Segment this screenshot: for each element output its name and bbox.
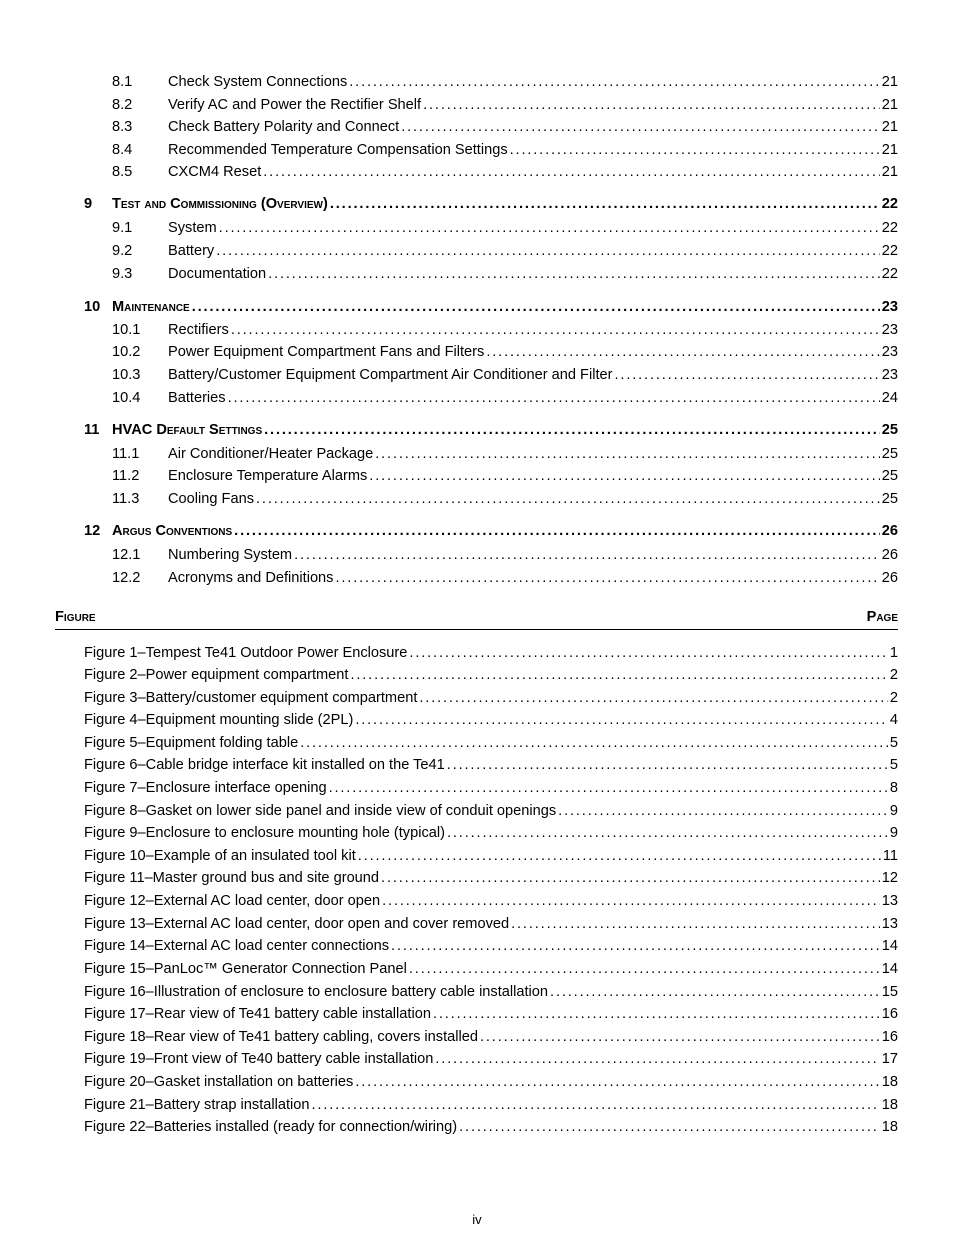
- dot-leader: [294, 546, 880, 564]
- toc-entry-page: 25: [881, 491, 898, 507]
- toc-entry-title: Recommended Temperature Compensation Settings: [168, 142, 508, 158]
- dot-leader: [382, 892, 880, 910]
- dot-leader: [219, 219, 880, 237]
- toc-section-page: 25: [881, 422, 898, 438]
- figure-entry-18[interactable]: [84, 1028, 898, 1046]
- toc-entry-title: Battery: [168, 243, 215, 259]
- dot-leader: [355, 711, 888, 729]
- toc-entry-page: 21: [881, 74, 898, 90]
- dot-leader: [435, 1050, 879, 1068]
- dot-leader: [228, 389, 880, 407]
- dot-leader: [459, 1118, 880, 1136]
- dot-leader: [256, 490, 880, 508]
- dot-leader: [486, 343, 879, 361]
- figure-entry-page: 8: [889, 780, 898, 796]
- toc-entry-8-2[interactable]: [112, 96, 898, 114]
- dot-leader: [433, 1005, 880, 1023]
- dot-leader: [480, 1028, 880, 1046]
- toc-entry-number: 10.2: [112, 344, 141, 360]
- dot-leader: [268, 265, 880, 283]
- figure-entry-page: 12: [881, 870, 898, 886]
- toc-entry-number: 8.5: [112, 164, 133, 180]
- toc-section-title: HVAC Default Settings: [112, 422, 263, 438]
- toc-entry-8-5[interactable]: [112, 163, 898, 181]
- dot-leader: [409, 644, 887, 662]
- figure-entry-3[interactable]: [84, 689, 898, 707]
- figure-entry-title: Figure 15–PanLoc™ Generator Connection Panel: [84, 961, 407, 977]
- dot-leader: [192, 298, 880, 316]
- toc-entry-number: 9.3: [112, 266, 133, 282]
- toc-section-page: 26: [881, 523, 898, 539]
- dot-leader: [264, 421, 880, 439]
- figure-entry-22[interactable]: [84, 1118, 898, 1136]
- figure-entry-title: Figure 17–Rear view of Te41 battery cable installation: [84, 1006, 431, 1022]
- figure-entry-title: Figure 18–Rear view of Te41 battery cabling, covers installed: [84, 1029, 478, 1045]
- dot-leader: [349, 73, 880, 91]
- figure-entry-19[interactable]: [84, 1050, 898, 1068]
- figure-entry-9[interactable]: [84, 824, 898, 842]
- dot-leader: [330, 195, 880, 213]
- figure-entry-title: Figure 22–Batteries installed (ready for connection/wiring): [84, 1119, 458, 1135]
- toc-section-number: 11: [84, 422, 100, 438]
- figure-entry-title: Figure 16–Illustration of enclosure to enclosure battery cable installation: [84, 984, 549, 1000]
- toc-section-9[interactable]: [84, 195, 898, 213]
- figure-entry-title: Figure 7–Enclosure interface opening: [84, 780, 327, 796]
- toc-section-page: 22: [881, 196, 898, 212]
- figure-entry-21[interactable]: [84, 1096, 898, 1114]
- dot-leader: [350, 666, 887, 684]
- toc-entry-page: 21: [881, 164, 898, 180]
- toc-section-title: Test and Commissioning (Overview): [112, 196, 328, 212]
- toc-section-11[interactable]: [84, 421, 898, 439]
- toc-section-title: Argus Conventions: [112, 523, 233, 539]
- toc-entry-number: 9.2: [112, 243, 133, 259]
- toc-entry-12-1[interactable]: [112, 546, 898, 564]
- figure-entry-17[interactable]: [84, 1005, 898, 1023]
- dot-leader: [447, 824, 888, 842]
- toc-entry-page: 23: [881, 322, 898, 338]
- toc-entry-page: 23: [881, 344, 898, 360]
- figure-entry-page: 17: [881, 1051, 898, 1067]
- figure-entry-page: 13: [881, 893, 898, 909]
- figure-entry-title: Figure 6–Cable bridge interface kit installed on the Te41: [84, 757, 445, 773]
- dot-leader: [300, 734, 888, 752]
- toc-entry-title: Check System Connections: [168, 74, 348, 90]
- figure-entry-8[interactable]: [84, 802, 898, 820]
- dot-leader: [216, 242, 880, 260]
- figure-column-heading: Figure: [55, 609, 96, 625]
- toc-section-title: Maintenance: [112, 299, 190, 315]
- toc-entry-page: 21: [881, 119, 898, 135]
- toc-entry-page: 26: [881, 547, 898, 563]
- figure-entry-title: Figure 8–Gasket on lower side panel and inside view of conduit openings: [84, 803, 557, 819]
- toc-entry-11-3[interactable]: [112, 490, 898, 508]
- toc-entry-number: 10.1: [112, 322, 141, 338]
- figure-entry-title: Figure 4–Equipment mounting slide (2PL): [84, 712, 354, 728]
- toc-entry-11-1[interactable]: [112, 445, 898, 463]
- toc-entry-number: 8.4: [112, 142, 133, 158]
- toc-entry-9-3[interactable]: [112, 265, 898, 283]
- toc-entry-page: 25: [881, 446, 898, 462]
- figure-entry-page: 13: [881, 916, 898, 932]
- figure-entry-15[interactable]: [84, 960, 898, 978]
- dot-leader: [423, 96, 880, 114]
- figure-entry-page: 18: [881, 1097, 898, 1113]
- toc-entry-number: 9.1: [112, 220, 133, 236]
- dot-leader: [419, 689, 887, 707]
- dot-leader: [263, 163, 880, 181]
- figure-entry-page: 14: [881, 961, 898, 977]
- figure-entry-14[interactable]: [84, 937, 898, 955]
- toc-entry-page: 22: [881, 220, 898, 236]
- figure-entry-4[interactable]: [84, 711, 898, 729]
- figure-entry-title: Figure 21–Battery strap installation: [84, 1097, 310, 1113]
- figure-list-header: [55, 609, 898, 630]
- toc-entry-9-2[interactable]: [112, 242, 898, 260]
- toc-entry-9-1[interactable]: [112, 219, 898, 237]
- figure-entry-page: 18: [881, 1119, 898, 1135]
- toc-entry-title: Cooling Fans: [168, 491, 254, 507]
- figure-entry-title: Figure 13–External AC load center, door open and cover removed: [84, 916, 510, 932]
- figure-entry-page: 5: [889, 735, 898, 751]
- figure-entry-page: 18: [881, 1074, 898, 1090]
- toc-section-number: 12: [84, 523, 101, 539]
- toc-entry-8-3[interactable]: [112, 118, 898, 136]
- toc-entry-number: 11.2: [112, 468, 140, 484]
- toc-section-number: 9: [84, 196, 93, 212]
- toc-entry-title: Batteries: [168, 390, 226, 406]
- figure-entry-page: 15: [881, 984, 898, 1000]
- toc-section-10[interactable]: [84, 298, 898, 316]
- figure-entry-title: Figure 12–External AC load center, door open: [84, 893, 381, 909]
- figure-entry-title: Figure 5–Equipment folding table: [84, 735, 299, 751]
- toc-entry-title: Enclosure Temperature Alarms: [168, 468, 368, 484]
- figure-entry-page: 14: [881, 938, 898, 954]
- toc-section-12[interactable]: [84, 522, 898, 540]
- dot-leader: [511, 915, 880, 933]
- toc-entry-title: Check Battery Polarity and Connect: [168, 119, 400, 135]
- toc-entry-title: System: [168, 220, 217, 236]
- figure-entry-title: Figure 14–External AC load center connections: [84, 938, 390, 954]
- toc-entry-number: 10.4: [112, 390, 141, 406]
- dot-leader: [615, 366, 880, 384]
- toc-entry-page: 22: [881, 266, 898, 282]
- figure-entry-12[interactable]: [84, 892, 898, 910]
- dot-leader: [401, 118, 880, 136]
- dot-leader: [550, 983, 880, 1001]
- figure-entry-title: Figure 2–Power equipment compartment: [84, 667, 349, 683]
- toc-entry-10-4[interactable]: [112, 389, 898, 407]
- figure-entry-10[interactable]: [84, 847, 898, 865]
- toc-entry-10-3[interactable]: [112, 366, 898, 384]
- toc-entry-12-2[interactable]: [112, 569, 898, 587]
- toc-entry-page: 24: [881, 390, 898, 406]
- dot-leader: [375, 445, 880, 463]
- dot-leader: [510, 141, 880, 159]
- figure-entry-page: 4: [889, 712, 898, 728]
- figure-entry-title: Figure 3–Battery/customer equipment compartment: [84, 690, 418, 706]
- toc-entry-10-2[interactable]: [112, 343, 898, 361]
- figure-entry-title: Figure 19–Front view of Te40 battery cable installation: [84, 1051, 434, 1067]
- page-footer-number: iv: [472, 1212, 482, 1227]
- figure-entry-page: 5: [889, 757, 898, 773]
- page-column-heading: Page: [866, 609, 898, 625]
- toc-entry-number: 8.2: [112, 97, 133, 113]
- toc-entry-title: CXCM4 Reset: [168, 164, 262, 180]
- toc-entry-number: 11.1: [112, 446, 140, 462]
- figure-entry-11[interactable]: [84, 869, 898, 887]
- figure-entry-page: 16: [881, 1006, 898, 1022]
- toc-entry-title: Verify AC and Power the Rectifier Shelf: [168, 97, 422, 113]
- figure-entry-page: 16: [881, 1029, 898, 1045]
- figure-entry-20[interactable]: [84, 1073, 898, 1091]
- figure-entry-1[interactable]: [84, 644, 898, 662]
- figure-entry-page: 9: [889, 803, 898, 819]
- dot-leader: [381, 869, 880, 887]
- toc-entry-page: 23: [881, 367, 898, 383]
- figure-entry-7[interactable]: [84, 779, 898, 797]
- figure-entry-page: 2: [889, 667, 898, 683]
- figure-entry-title: Figure 1–Tempest Te41 Outdoor Power Enclosure: [84, 645, 408, 661]
- figure-entry-2[interactable]: [84, 666, 898, 684]
- dot-leader: [234, 522, 880, 540]
- toc-entry-11-2[interactable]: [112, 467, 898, 485]
- toc-entry-8-4[interactable]: [112, 141, 898, 159]
- dot-leader: [335, 569, 879, 587]
- dot-leader: [391, 937, 880, 955]
- toc-entry-number: 12.2: [112, 570, 141, 586]
- dot-leader: [447, 756, 888, 774]
- dot-leader: [231, 321, 880, 339]
- figure-entry-13[interactable]: [84, 915, 898, 933]
- figure-entry-title: Figure 11–Master ground bus and site ground: [84, 870, 380, 886]
- toc-entry-number: 8.1: [112, 74, 133, 90]
- toc-entry-number: 8.3: [112, 119, 133, 135]
- dot-leader: [312, 1096, 880, 1114]
- toc-entry-number: 11.3: [112, 491, 140, 507]
- figure-entry-page: 1: [889, 645, 898, 661]
- toc-entry-number: 12.1: [112, 547, 141, 563]
- toc-entry-page: 21: [881, 97, 898, 113]
- dot-leader: [409, 960, 880, 978]
- figure-entry-16[interactable]: [84, 983, 898, 1001]
- toc-entry-page: 22: [881, 243, 898, 259]
- toc-entry-10-1[interactable]: [112, 321, 898, 339]
- dot-leader: [558, 802, 888, 820]
- dot-leader: [355, 1073, 879, 1091]
- toc-section-number: 10: [84, 299, 101, 315]
- toc-entry-title: Numbering System: [168, 547, 293, 563]
- figure-entry-title: Figure 10–Example of an insulated tool kit: [84, 848, 356, 864]
- toc-entry-page: 21: [881, 142, 898, 158]
- figure-entry-6[interactable]: [84, 756, 898, 774]
- toc-entry-title: Battery/Customer Equipment Compartment Air Conditioner and Filter: [168, 367, 613, 383]
- toc-entry-title: Documentation: [168, 266, 267, 282]
- toc-entry-page: 25: [881, 468, 898, 484]
- toc-entry-title: Rectifiers: [168, 322, 229, 338]
- toc-entry-title: Power Equipment Compartment Fans and Filters: [168, 344, 485, 360]
- figure-entry-page: 2: [889, 690, 898, 706]
- dot-leader: [358, 847, 881, 865]
- toc-entry-title: Air Conditioner/Heater Package: [168, 446, 374, 462]
- dot-leader: [369, 467, 879, 485]
- toc-entry-page: 26: [881, 570, 898, 586]
- figure-entry-5[interactable]: [84, 734, 898, 752]
- toc-entry-title: Acronyms and Definitions: [168, 570, 334, 586]
- figure-entry-title: Figure 20–Gasket installation on batteries: [84, 1074, 354, 1090]
- toc-entry-8-1[interactable]: [112, 73, 898, 91]
- figure-entry-page: 11: [882, 848, 898, 864]
- dot-leader: [329, 779, 888, 797]
- toc-entry-number: 10.3: [112, 367, 141, 383]
- figure-entry-title: Figure 9–Enclosure to enclosure mounting hole (typical): [84, 825, 445, 841]
- toc-section-page: 23: [881, 299, 898, 315]
- figure-entry-page: 9: [889, 825, 898, 841]
